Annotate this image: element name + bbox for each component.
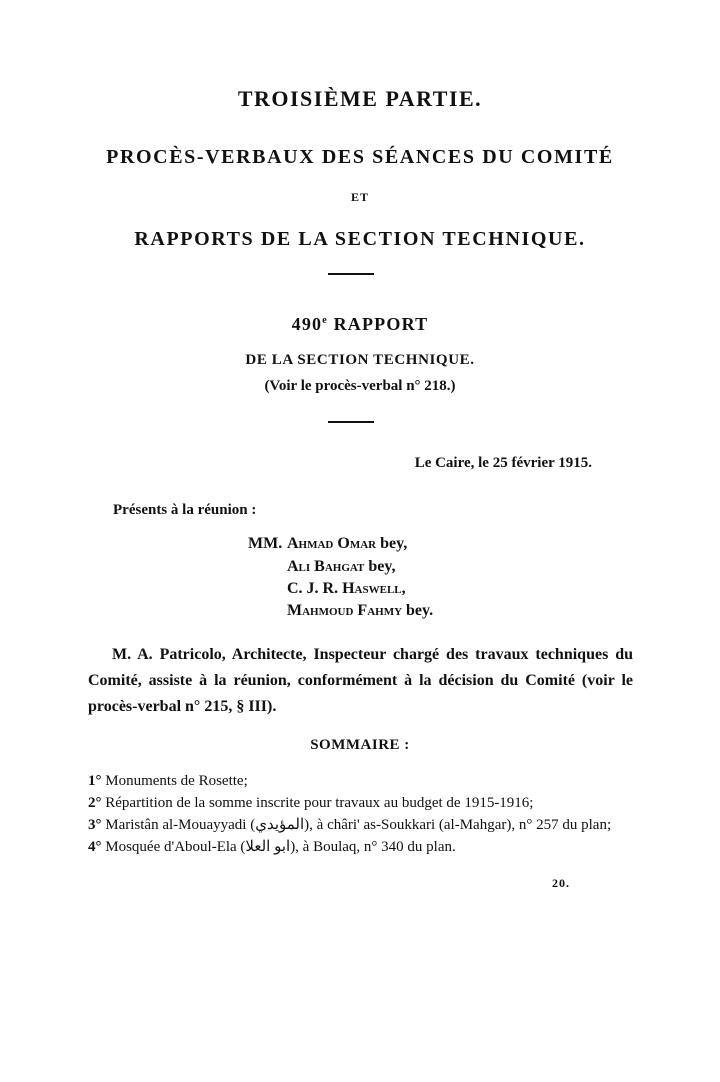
- attendee: [287, 535, 407, 553]
- list-item: [88, 836, 633, 858]
- report-section: DE LA SECTION TECHNIQUE.: [245, 352, 475, 368]
- attendee-name: Mahmoud Fahmy: [287, 602, 403, 619]
- item-text: Maristân al-Mouayyadi (المؤيدي), à châri' as-Soukkari (al-Mahgar), n° 257 du plan;: [105, 817, 612, 833]
- report-title: [0, 314, 720, 335]
- item-text: Monuments de Rosette;: [105, 773, 248, 789]
- report-number: 490: [291, 314, 323, 334]
- report-reference: (Voir le procès-verbal n° 218.): [264, 378, 456, 394]
- list-item: [88, 814, 633, 836]
- section-heading-line2: RAPPORTS DE LA SECTION TECHNIQUE.: [134, 228, 586, 250]
- page-number: 20.: [552, 876, 570, 890]
- list-item: [88, 770, 633, 792]
- part-title: TROISIÈME PARTIE.: [237, 86, 483, 111]
- attendance-prefix: MM.: [248, 535, 283, 552]
- summary-title: SOMMAIRE :: [310, 737, 410, 753]
- section-heading-conjunction: ET: [350, 190, 369, 204]
- attendee-title: bey,: [368, 558, 396, 575]
- report-number-suffix: e: [322, 315, 328, 326]
- meeting-date: Le Caire, le 25 février 1915.: [414, 455, 592, 471]
- attendee: [287, 580, 406, 598]
- divider-rule: [328, 421, 374, 423]
- attendee: [287, 558, 396, 576]
- summary-list: [88, 770, 633, 858]
- attendee-title: bey.: [406, 602, 434, 619]
- item-number: 2°: [88, 795, 102, 811]
- item-number: 3°: [88, 817, 102, 833]
- item-text: Mosquée d'Aboul-Ela (ابو العلا), à Boulaq, n° 340 du plan.: [105, 839, 456, 855]
- body-paragraph: M. A. Patricolo, Architecte, Inspecteur chargé des travaux techniques du Comité, assiste à la réunion, conformément à la décision du Comité (voir le procès-verbal n° 215, § III).: [88, 646, 633, 715]
- attendee-name: C. J. R. Haswell,: [287, 580, 406, 597]
- report-label: RAPPORT: [333, 314, 429, 334]
- attendee-title: bey,: [380, 535, 408, 552]
- item-number: 4°: [88, 839, 102, 855]
- attendee-name: Ahmad Omar: [287, 535, 377, 552]
- section-heading-line1: PROCÈS-VERBAUX DES SÉANCES DU COMITÉ: [106, 146, 614, 168]
- item-number: 1°: [88, 773, 102, 789]
- attendee-name: Ali Bahgat: [287, 558, 365, 575]
- divider-rule: [328, 273, 374, 275]
- list-item: [88, 792, 633, 814]
- attendance-label: Présents à la réunion :: [113, 502, 257, 518]
- attendee: [287, 602, 433, 620]
- item-text: Répartition de la somme inscrite pour travaux au budget de 1915-1916;: [105, 795, 534, 811]
